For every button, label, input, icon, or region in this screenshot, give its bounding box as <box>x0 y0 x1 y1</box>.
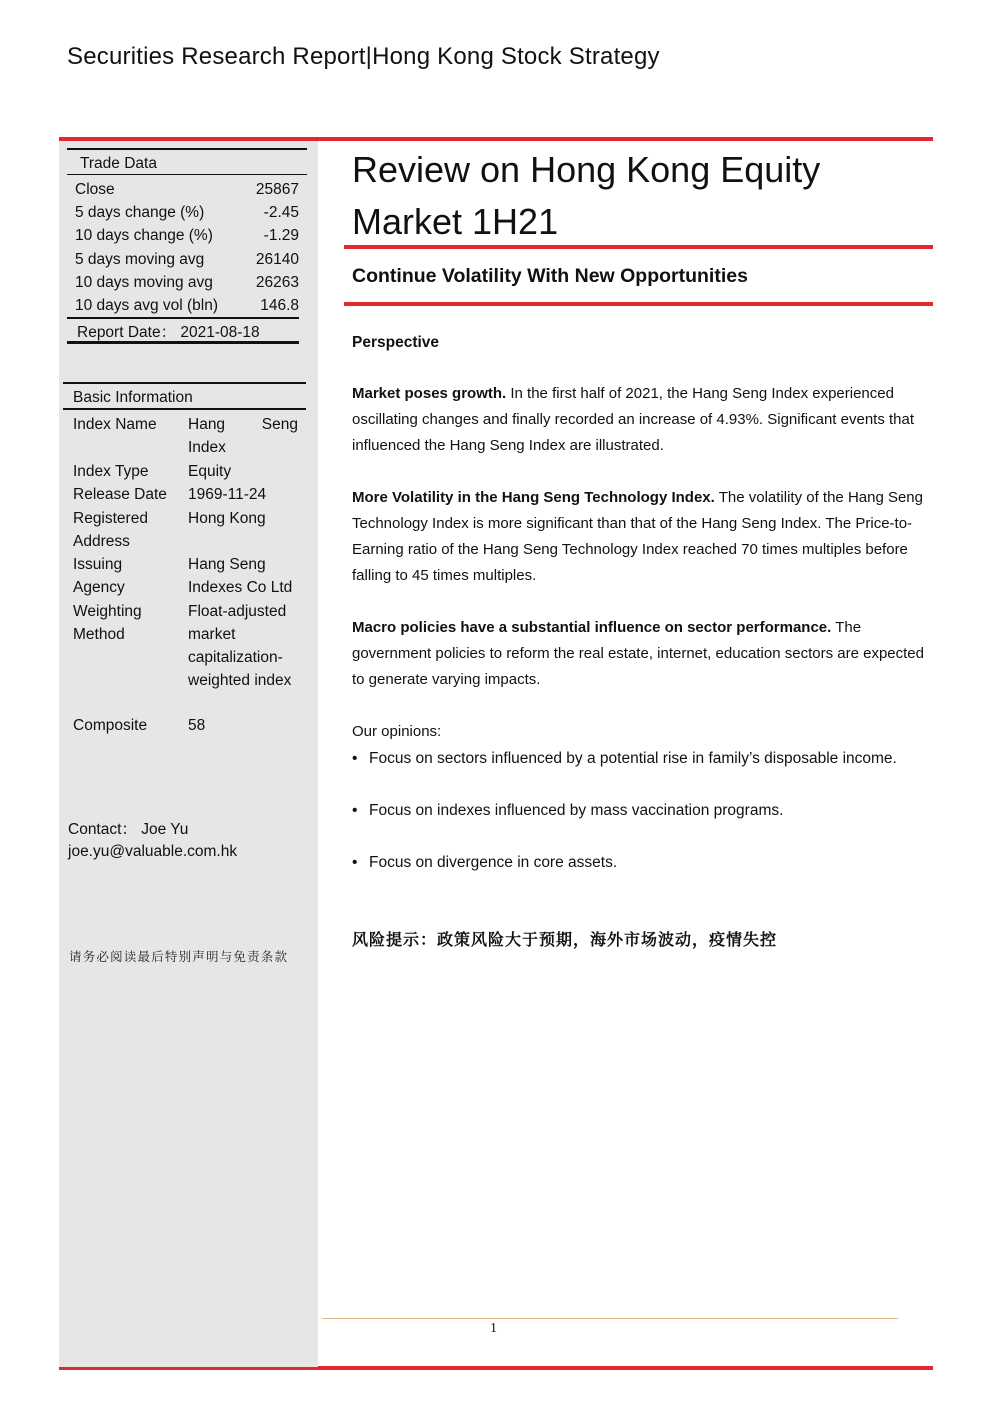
trade-data-row-10d-avg <box>75 274 299 296</box>
basic-info-label: Release Date <box>73 486 167 503</box>
trade-data-value: 26140 <box>255 251 299 268</box>
contact-email[interactable]: joe.yu@valuable.com.hk <box>68 843 238 860</box>
opinion-bullet <box>352 800 932 822</box>
trade-data-row-10d-vol <box>75 297 299 319</box>
basic-info-top-rule <box>63 382 306 384</box>
section-heading-perspective: Perspective <box>352 334 440 351</box>
opinions-heading: Our opinions: <box>352 723 442 740</box>
opinion-text: Focus on sectors influenced by a potential rise in family’s disposable income. <box>369 750 897 767</box>
basic-info-value: Hong Kong <box>188 510 266 527</box>
trade-data-value: -2.45 <box>263 204 299 221</box>
contact-name: Contact： Joe Yu <box>68 821 189 838</box>
paragraph-text: The government policies to reform the real estate, internet, education sectors are expected to generate varying impacts. <box>352 619 924 688</box>
trade-data-label: 10 days change (%) <box>75 227 213 244</box>
trade-data-row-5d-change <box>75 204 299 226</box>
paragraph-lead: More Volatility in the Hang Seng Technology Index. <box>352 489 715 506</box>
paragraph-market-growth <box>352 381 927 459</box>
disclaimer-notice: 请务必阅读最后特别声明与免责条款 <box>69 949 289 964</box>
bullet-dot-icon: • <box>352 854 358 871</box>
opinion-bullet <box>352 748 932 770</box>
trade-data-value: 26263 <box>255 274 299 291</box>
trade-data-heading-rule <box>67 174 307 175</box>
basic-info-value-index-name <box>188 413 298 459</box>
paragraph-tech-volatility <box>352 485 927 589</box>
report-header-title: Securities Research Report|Hong Kong Stock Strategy <box>67 43 660 70</box>
basic-info-value: Equity <box>188 463 232 480</box>
opinion-bullet <box>352 852 932 874</box>
trade-data-mid-rule <box>67 317 299 319</box>
opinion-text: Focus on divergence in core assets. <box>369 854 618 871</box>
bullet-dot-icon: • <box>352 802 358 819</box>
trade-data-heading: Trade Data <box>80 155 157 172</box>
trade-data-label: 5 days change (%) <box>75 204 205 221</box>
subtitle-red-rule <box>344 302 933 306</box>
trade-data-value: -1.29 <box>263 227 299 244</box>
trade-data-row-10d-change <box>75 227 299 249</box>
basic-info-value: Hang Seng Index <box>188 416 298 456</box>
trade-data-row-5d-avg <box>75 251 299 273</box>
trade-data-bottom-rule <box>67 341 299 344</box>
opinion-text: Focus on indexes influenced by mass vaccination programs. <box>369 802 784 819</box>
basic-info-value: 1969-11-24 <box>188 486 267 503</box>
basic-info-label: Composite <box>73 717 148 734</box>
trade-data-value: 25867 <box>255 181 299 198</box>
trade-data-row-close <box>75 181 299 203</box>
risk-warning: 风险提示：政策风险大于预期，海外市场波动，疫情失控 <box>352 930 778 949</box>
basic-info-heading: Basic Information <box>73 389 193 406</box>
report-subtitle: Continue Volatility With New Opportunities <box>352 265 748 287</box>
page-number: 1 <box>490 1321 497 1336</box>
paragraph-lead: Macro policies have a substantial influence on sector performance. <box>352 619 832 636</box>
footer-rule <box>322 1318 898 1319</box>
basic-info-label: Index Name <box>73 416 157 433</box>
basic-info-label: Registered Address <box>73 510 148 550</box>
trade-data-value: 146.8 <box>260 297 299 314</box>
report-title: Review on Hong Kong Equity Market 1H21 <box>352 149 821 242</box>
trade-data-label: Close <box>75 181 115 198</box>
basic-info-heading-rule <box>63 408 306 410</box>
trade-data-label: 5 days moving avg <box>75 251 205 268</box>
paragraph-lead: Market poses growth. <box>352 385 507 402</box>
report-date: Report Date： 2021-08-18 <box>77 324 260 341</box>
basic-info-label: Index Type <box>73 463 149 480</box>
basic-info-label: Issuing Agency <box>73 556 125 596</box>
basic-info-value: Hang Seng Indexes Co Ltd <box>188 556 293 596</box>
title-red-rule <box>344 245 933 249</box>
trade-data-label: 10 days moving avg <box>75 274 213 291</box>
paragraph-text: In the first half of 2021, the Hang Seng Index experienced oscillating changes and finally recorded an increase of 4.93%. Significant events that influenced the Hang Seng Index are illustrated. <box>352 385 915 454</box>
basic-info-value: Float-adjusted market capitalization-weighted index <box>188 603 292 689</box>
trade-data-label: 10 days avg vol (bln) <box>75 297 219 314</box>
basic-info-value: 58 <box>188 717 206 734</box>
bullet-dot-icon: • <box>352 750 358 767</box>
paragraph-macro-policies <box>352 615 927 693</box>
trade-data-top-rule <box>67 148 307 150</box>
basic-info-label: Weighting Method <box>73 603 142 643</box>
paragraph-text: The volatility of the Hang Seng Technology Index is more significant than that of the Hang Seng Index. The Price-to-Earning ratio of the Hang Seng Technology Index reached 70 times multiples before falling to 45 times multiples. <box>352 489 923 584</box>
